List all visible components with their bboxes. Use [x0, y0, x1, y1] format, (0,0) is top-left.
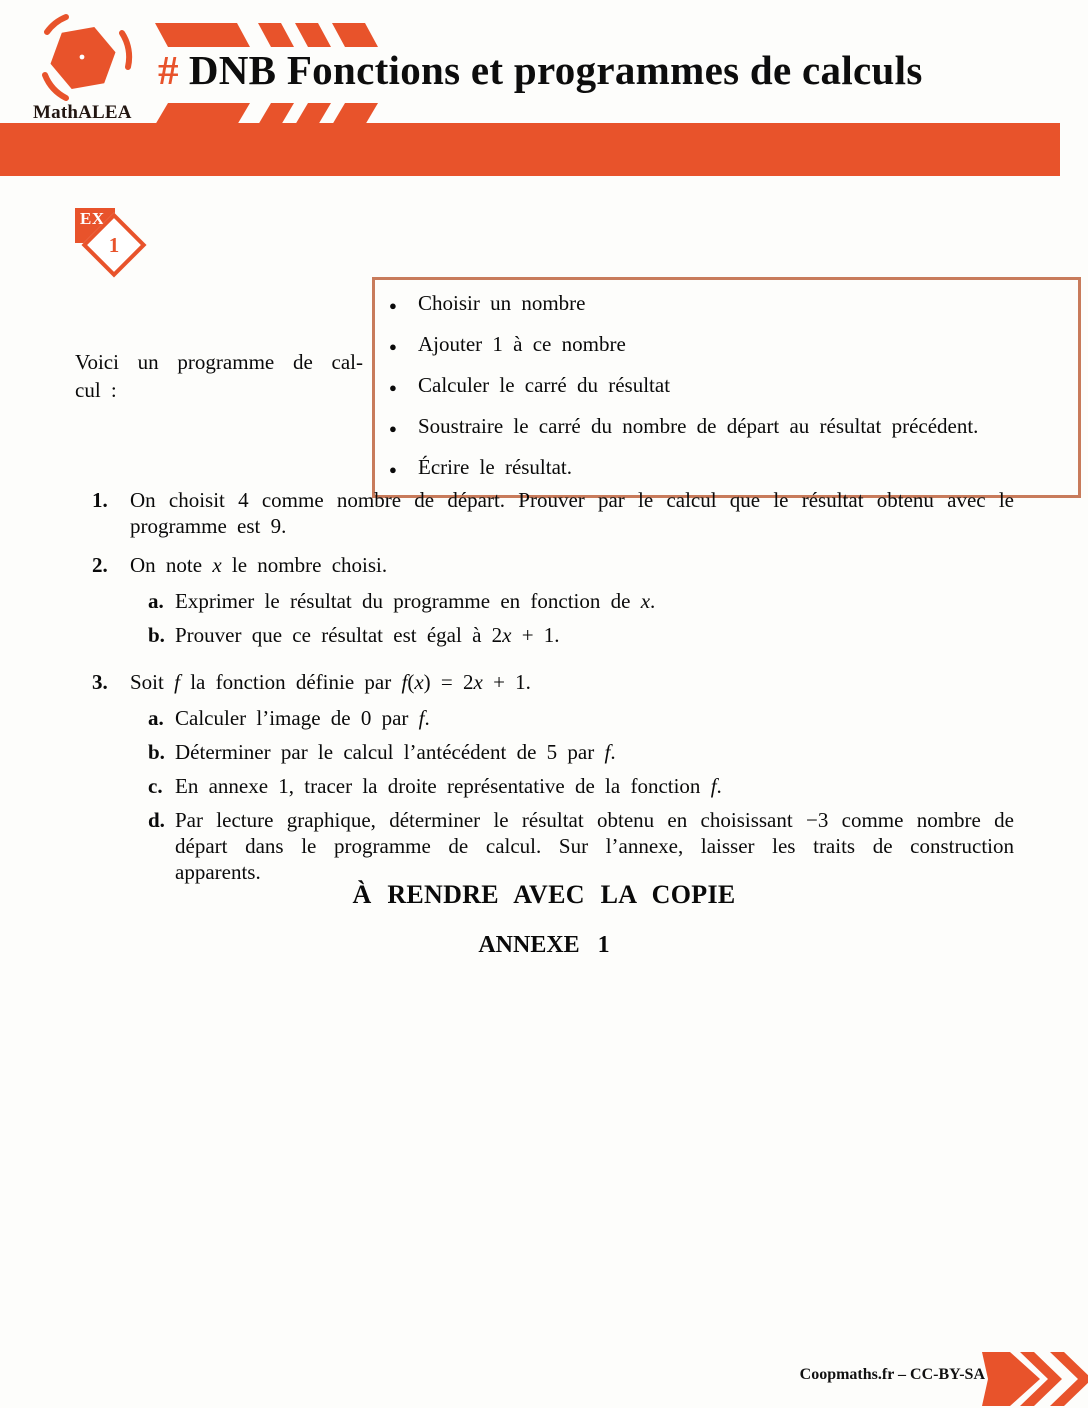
text-segment: Par lecture graphique, déterminer le résultat obtenu en choisissant −3 comme nombre de départ dans le programme de calcul. Sur l’annexe, laisser les traits de construction apparents. — [175, 808, 1014, 884]
sub-question-item — [148, 739, 1014, 765]
sub-question-label: b. — [148, 740, 165, 764]
text-segment: + 1. — [482, 670, 531, 694]
text-segment: + 1. — [511, 623, 560, 647]
text-segment: Exprimer le résultat du programme en fonction de — [175, 589, 641, 613]
math-italic-segment: x — [414, 670, 424, 694]
text-segment: En annexe 1, tracer la droite représentative de la fonction — [175, 774, 711, 798]
text-segment: Prouver que ce résultat est égal à 2 — [175, 623, 503, 647]
math-italic-segment: f — [174, 670, 180, 694]
program-step-text: Choisir un nombre — [418, 291, 586, 315]
text-segment: ( — [407, 670, 415, 694]
text-segment: la fonction définie par — [179, 670, 402, 694]
text-segment: On choisit 4 comme nombre de départ. Prouver par le calcul que le résultat obtenu avec le programme est 9. — [130, 488, 1014, 538]
heading-annexe-1: ANNEXE 1 — [478, 932, 610, 958]
question-text — [130, 552, 1014, 578]
text-segment: . — [716, 774, 722, 798]
footer-chevrons-icon — [982, 1350, 1088, 1408]
text-segment: . — [424, 706, 430, 730]
footer-credit: Coopmaths.fr – CC-BY-SA — [799, 1366, 985, 1383]
question-text — [130, 487, 1014, 539]
mathalea-logo-text: MathALEA — [33, 102, 132, 123]
bullet-icon: ● — [389, 421, 397, 436]
sub-question-item — [148, 773, 1014, 799]
mathalea-logo — [33, 12, 143, 124]
bullet-icon: ● — [389, 339, 397, 354]
page-title — [158, 46, 1058, 94]
bullet-icon: ● — [389, 298, 397, 313]
sub-question-label: d. — [148, 808, 165, 832]
text-segment: Déterminer par le calcul l’antécédent de 5 par — [175, 740, 605, 764]
text-segment: . — [610, 740, 616, 764]
math-italic-segment: f — [401, 670, 408, 694]
bullet-icon: ● — [389, 462, 397, 477]
program-step-text: Écrire le résultat. — [418, 455, 573, 479]
question-item — [92, 669, 1014, 893]
sub-question-label: a. — [148, 589, 164, 613]
sub-question-label: a. — [148, 706, 164, 730]
questions-list — [92, 487, 1014, 906]
program-intro-line2: cul : — [75, 378, 117, 402]
exercise-badge — [75, 208, 145, 274]
text-segment: le nombre choisi. — [221, 553, 388, 577]
sub-questions — [148, 588, 1014, 656]
text-segment: ) = 2 — [423, 670, 474, 694]
math-italic-segment: f — [418, 706, 425, 730]
sub-question-text — [175, 705, 1014, 731]
sub-question-item — [148, 705, 1014, 731]
program-step — [387, 372, 1066, 401]
program-step-text: Soustraire le carré du nombre de départ au résultat précédent. — [418, 414, 979, 438]
math-italic-segment: f — [604, 740, 611, 764]
title-text: DNB Fonctions et programmes de calculs — [188, 47, 923, 93]
sub-question-text — [175, 739, 1014, 765]
math-italic-segment: x — [212, 553, 222, 577]
exercise-badge-number: 1 — [108, 232, 120, 257]
sub-question-text — [175, 807, 1014, 885]
sub-question-item — [148, 807, 1014, 885]
question-label: 1. — [92, 488, 108, 512]
header-orange-bar — [0, 123, 1060, 176]
program-step-text: Calculer le carré du résultat — [418, 373, 671, 397]
title-hash-symbol: # — [158, 47, 179, 93]
program-intro — [75, 348, 363, 404]
sub-question-item — [148, 588, 1014, 614]
program-box — [372, 277, 1081, 498]
program-step — [387, 290, 1066, 319]
program-step — [387, 454, 1066, 483]
math-italic-segment: x — [502, 623, 512, 647]
sub-question-item — [148, 622, 1014, 648]
text-segment: Soit — [130, 670, 175, 694]
program-intro-line1: Voici un programme de cal- — [75, 350, 363, 374]
math-italic-segment: x — [640, 589, 651, 613]
program-steps-list — [375, 280, 1078, 495]
question-item — [92, 487, 1014, 539]
text-segment: Calculer l’image de 0 par — [175, 706, 419, 730]
question-item — [92, 552, 1014, 656]
math-italic-segment: f — [710, 774, 717, 798]
question-label: 2. — [92, 553, 108, 577]
question-label: 3. — [92, 670, 108, 694]
program-step — [387, 413, 1066, 442]
sub-question-label: c. — [148, 774, 163, 798]
sub-questions — [148, 705, 1014, 893]
math-italic-segment: x — [473, 670, 483, 694]
sub-question-text — [175, 622, 1014, 648]
text-segment: On note — [130, 553, 213, 577]
heading-rendre-avec-copie: À RENDRE AVEC LA COPIE — [352, 880, 736, 909]
mathalea-logo-icon — [33, 12, 137, 104]
sub-question-label: b. — [148, 623, 165, 647]
text-segment: . — [650, 589, 656, 613]
program-step-text: Ajouter 1 à ce nombre — [418, 332, 626, 356]
sub-question-text — [175, 773, 1014, 799]
bullet-icon: ● — [389, 380, 397, 395]
question-text — [130, 669, 1014, 695]
sub-question-text — [175, 588, 1014, 614]
program-step — [387, 331, 1066, 360]
exercise-badge-ex-label: EX — [80, 209, 105, 228]
